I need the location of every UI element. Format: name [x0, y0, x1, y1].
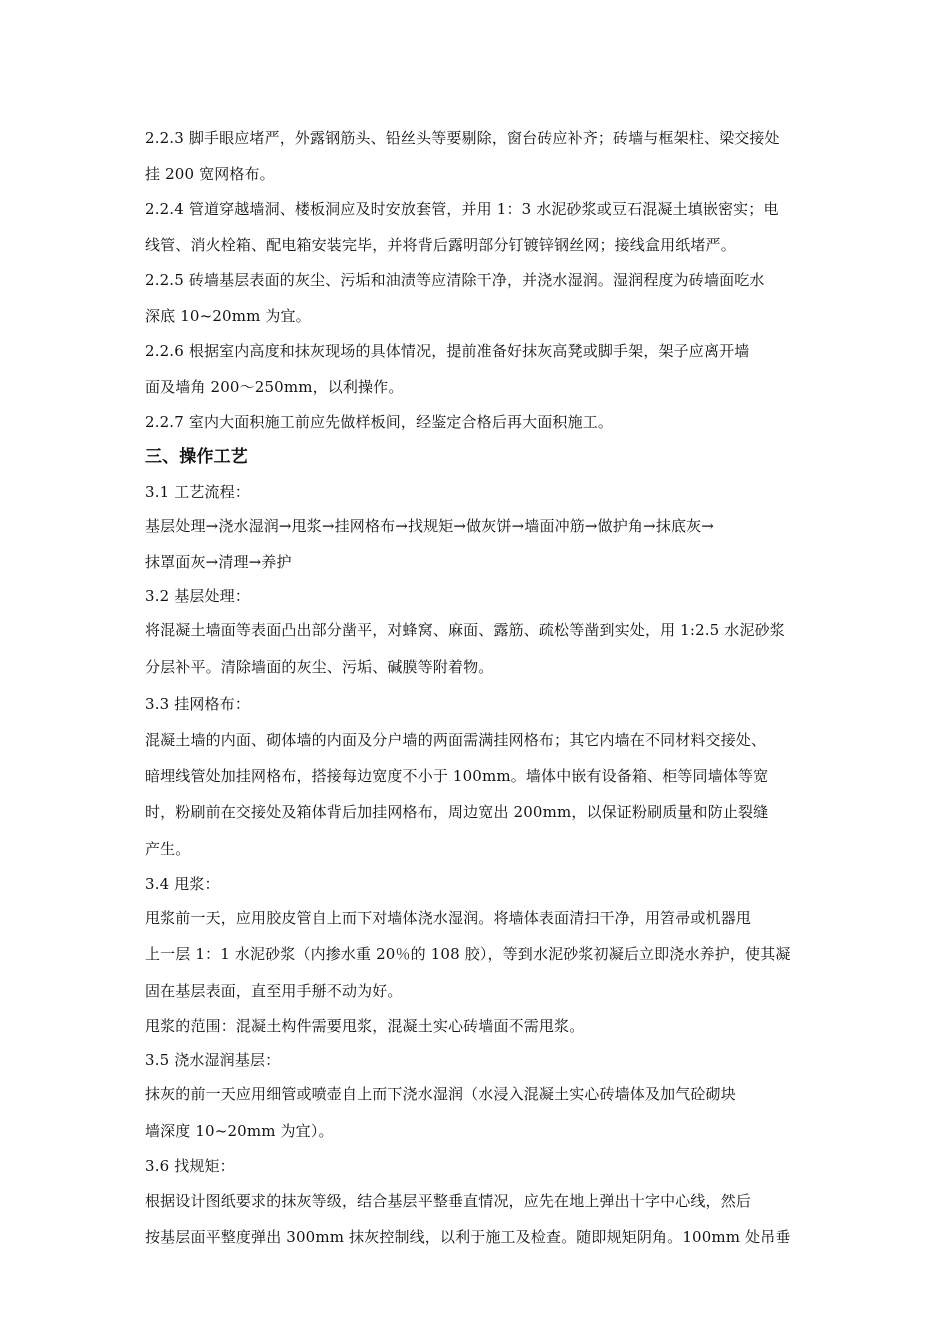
subsection-title: 3.1 工艺流程： — [145, 483, 250, 501]
text-line: 固在基层表面，直至用手掰不动为好。 — [145, 982, 403, 1000]
text-line: 暗埋线管处加挂网格布，搭接每边宽度不小于 100mm。墙体中嵌有设备箱、柜等同墙体等宽 — [145, 767, 769, 785]
text-line: 按基层面平整度弹出 300mm 抹灰控制线，以利于施工及检查。随即规矩阴角。100mm 处吊垂 — [145, 1228, 791, 1246]
text-line: 产生。 — [145, 840, 191, 858]
text-line: 面及墙角 200～250mm，以利操作。 — [145, 378, 404, 396]
text-line: 2.2.5 砖墙基层表面的灰尘、污垢和油渍等应清除干净，并浇水湿润。湿润程度为砖墙面吃水 — [145, 271, 765, 289]
text-line: 时，粉刷前在交接处及箱体背后加挂网格布，周边宽出 200mm，以保证粉刷质量和防止裂缝 — [145, 803, 769, 821]
text-line: 混凝土墙的内面、砌体墙的内面及分户墙的两面需满挂网格布；其它内墙在不同材料交接处、 — [145, 731, 767, 749]
subsection-title: 3.3 挂网格布： — [145, 695, 250, 713]
subsection-title: 3.6 找规矩： — [145, 1157, 235, 1175]
subsection-title: 3.2 基层处理： — [145, 587, 250, 605]
subsection-title: 3.4 甩浆： — [145, 875, 220, 893]
section-heading: 三、操作工艺 — [145, 447, 248, 467]
text-line: 深底 10~20mm 为宜。 — [145, 307, 311, 325]
text-line: 抹灰的前一天应用细管或喷壶自上而下浇水湿润（水浸入混凝土实心砖墙体及加气砼砌块 — [145, 1085, 736, 1103]
text-line: 甩浆的范围：混凝土构件需要甩浆，混凝土实心砖墙面不需甩浆。 — [145, 1017, 585, 1035]
text-line: 分层补平。清除墙面的灰尘、污垢、碱膜等附着物。 — [145, 658, 494, 676]
subsection-title: 3.5 浇水湿润基层： — [145, 1051, 281, 1069]
text-line: 基层处理→浇水湿润→甩浆→挂网格布→找规矩→做灰饼→墙面冲筋→做护角→抹底灰→ — [145, 517, 714, 535]
text-line: 2.2.7 室内大面积施工前应先做样板间，经鉴定合格后再大面积施工。 — [145, 413, 614, 431]
text-line: 甩浆前一天，应用胶皮管自上而下对墙体浇水湿润。将墙体表面清扫干净，用笤帚或机器甩 — [145, 909, 752, 927]
text-line: 2.2.6 根据室内高度和抹灰现场的具体情况，提前准备好抹灰高凳或脚手架，架子应离开墙 — [145, 342, 750, 360]
text-line: 2.2.4 管道穿越墙洞、楼板洞应及时安放套管，并用 1：3 水泥砂浆或豆石混凝土填嵌密实；电 — [145, 200, 779, 218]
text-line: 将混凝土墙面等表面凸出部分凿平，对蜂窝、麻面、露筋、疏松等凿到实处，用 1:2.5 水泥砂浆 — [145, 621, 785, 639]
text-line: 挂 200 宽网格布。 — [145, 165, 275, 183]
text-line: 抹罩面灰→清理→养护 — [145, 553, 292, 571]
text-line: 根据设计图纸要求的抹灰等级，结合基层平整垂直情况，应先在地上弹出十字中心线，然后 — [145, 1192, 752, 1210]
text-line: 2.2.3 脚手眼应堵严，外露钢筋头、铅丝头等要剔除，窗台砖应补齐；砖墙与框架柱、梁交接处 — [145, 129, 780, 147]
text-line: 上一层 1：1 水泥砂浆（内掺水重 20％的 108 胶），等到水泥砂浆初凝后立即浇水养护，使其凝 — [145, 945, 791, 963]
text-line: 线管、消火栓箱、配电箱安装完毕，并将背后露明部分钉镀锌钢丝网；接线盒用纸堵严。 — [145, 236, 736, 254]
text-line: 墙深度 10~20mm 为宜）。 — [145, 1122, 334, 1140]
